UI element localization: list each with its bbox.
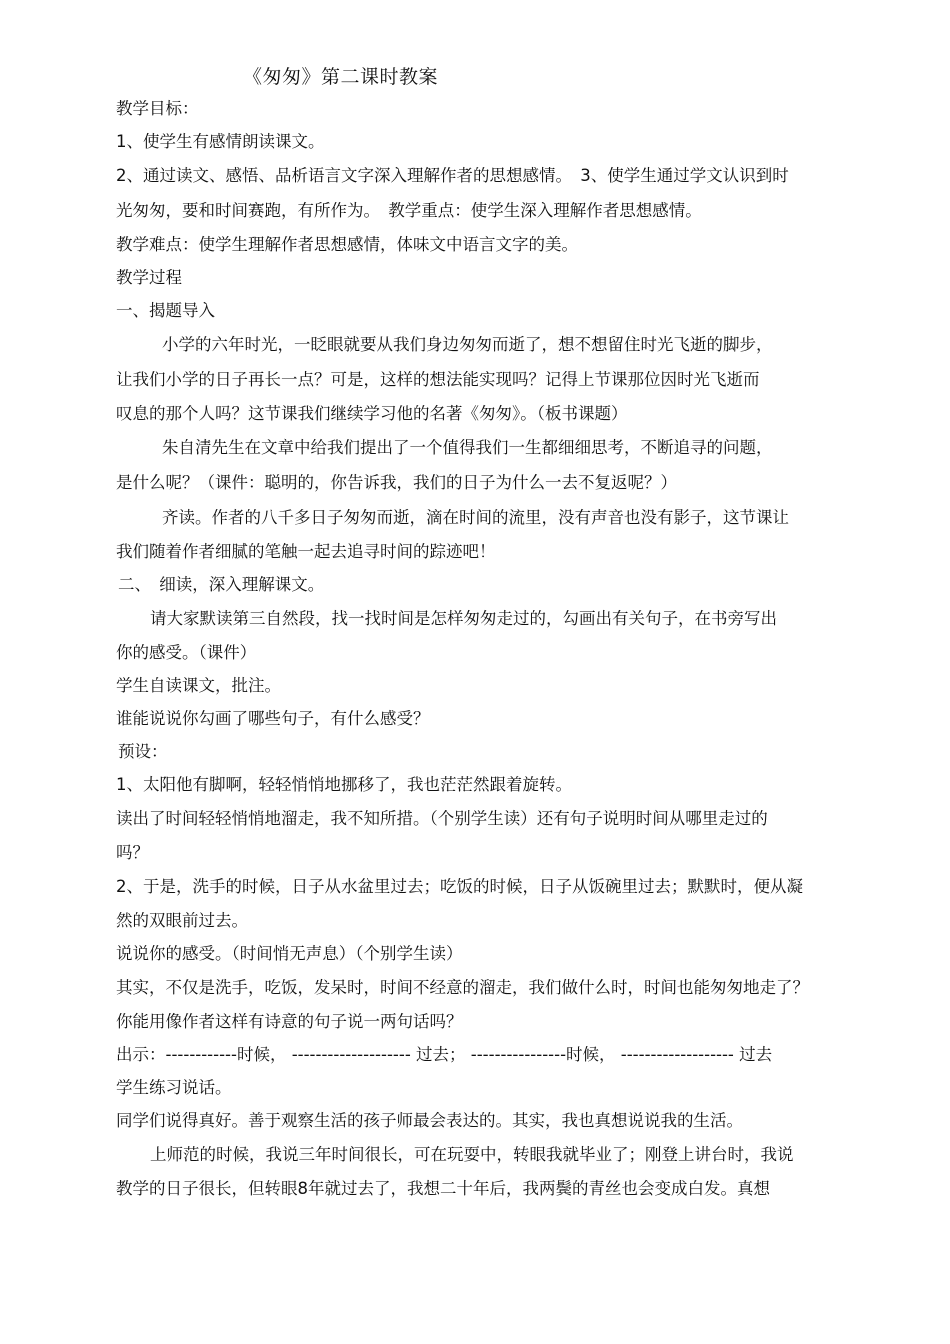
paragraph-line: 你能用像作者这样有诗意的句子说一两句话吗？ xyxy=(116,1012,463,1031)
paragraph-line: 光匆匆，要和时间赛跑，有所作为。 教学重点：使学生深入理解作者思想感情。 xyxy=(116,201,702,220)
objective-item: 2、通过读文、感悟、品析语言文字深入理解作者的思想感情。 3、使学生通过学文认识到时 xyxy=(116,166,789,185)
paragraph-line: 小学的六年时光，一眨眼就要从我们身边匆匆而逝了，想不想留住时光飞逝的脚步， xyxy=(162,335,773,354)
section-label-process: 教学过程 xyxy=(116,268,182,287)
paragraph-line: 请大家默读第三自然段，找一找时间是怎样匆匆走过的，勾画出有关句子，在书旁写出 xyxy=(150,609,777,628)
paragraph-line: 其实，不仅是洗手，吃饭，发呆时，时间不经意的溜走，我们做什么时，时间也能匆匆地走了？ xyxy=(116,978,809,997)
section-heading: 一、揭题导入 xyxy=(116,301,215,320)
paragraph-line: 教学难点：使学生理解作者思想感情，体味文中语言文字的美。 xyxy=(116,235,578,254)
paragraph-line: 让我们小学的日子再长一点？可是，这样的想法能实现吗？记得上节课那位因时光飞逝而 xyxy=(116,370,760,389)
paragraph-line: 是什么呢？（课件：聪明的，你告诉我，我们的日子为什么一去不复返呢？） xyxy=(116,473,677,492)
paragraph-line: 谁能说说你勾画了哪些句子，有什么感受？ xyxy=(116,709,430,728)
objective-item: 1、使学生有感情朗读课文。 xyxy=(116,132,325,151)
paragraph-line: 出示：------------时候， -------------------- 过去； ----------------时候， ------------------- 过去 xyxy=(116,1045,773,1064)
paragraph-line: 学生自读课文，批注。 xyxy=(116,676,281,695)
paragraph-line: 学生练习说话。 xyxy=(116,1078,232,1097)
paragraph-line: 吗？ xyxy=(116,843,149,862)
paragraph-line: 齐读。作者的八千多日子匆匆而逝，滴在时间的流里，没有声音也没有影子，这节课让 xyxy=(162,508,789,527)
paragraph-line: 教学的日子很长，但转眼8年就过去了，我想二十年后，我两鬓的青丝也会变成白发。真想 xyxy=(116,1179,770,1198)
paragraph-line: 你的感受。（课件） xyxy=(116,643,257,662)
section-label-objectives: 教学目标： xyxy=(116,99,199,118)
paragraph-line: 说说你的感受。（时间悄无声息）（个别学生读） xyxy=(116,944,463,963)
section-heading: 二、 细读，深入理解课文。 xyxy=(118,575,325,594)
paragraph-line: 预设： xyxy=(118,742,168,761)
document-title: 《匆匆》第二课时教案 xyxy=(243,66,439,88)
document-body xyxy=(116,92,866,1205)
paragraph-line: 然的双眼前过去。 xyxy=(116,911,248,930)
paragraph-line: 叹息的那个人吗？这节课我们继续学习他的名著《匆匆》。（板书课题） xyxy=(116,404,628,423)
paragraph-line: 我们随着作者细腻的笔触一起去追寻时间的踪迹吧！ xyxy=(116,542,496,561)
paragraph-line: 上师范的时候，我说三年时间很长，可在玩耍中，转眼我就毕业了；刚登上讲台时，我说 xyxy=(150,1145,794,1164)
paragraph-line: 朱自清先生在文章中给我们提出了一个值得我们一生都细细思考，不断追寻的问题， xyxy=(162,438,773,457)
paragraph-line: 2、于是，洗手的时候，日子从水盆里过去；吃饭的时候，日子从饭碗里过去；默默时，便从凝 xyxy=(116,877,803,896)
paragraph-line: 同学们说得真好。善于观察生活的孩子师最会表达的。其实，我也真想说说我的生活。 xyxy=(116,1111,743,1130)
paragraph-line: 1、太阳他有脚啊，轻轻悄悄地挪移了，我也茫茫然跟着旋转。 xyxy=(116,775,572,794)
paragraph-line: 读出了时间轻轻悄悄地溜走，我不知所措。（个别学生读）还有句子说明时间从哪里走过的 xyxy=(116,809,768,828)
